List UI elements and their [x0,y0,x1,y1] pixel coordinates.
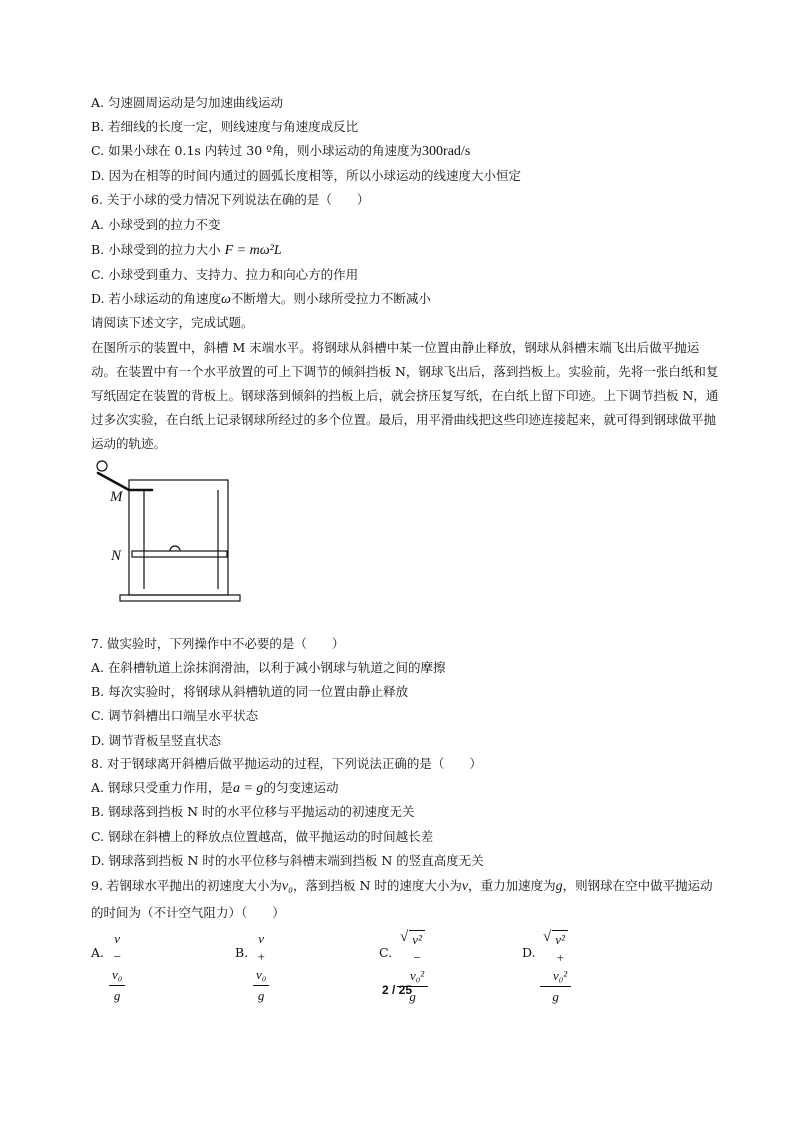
baffle-n [132,551,227,557]
radicand: v² + v₀² [553,932,568,983]
fraction-denominator: g [113,988,121,1003]
q9-v0: v₀ [281,879,293,894]
q6-option-a: A. 小球受到的拉力不变 [91,217,221,232]
q8-option-d: D. 钢球落到挡板 N 时的水平位移与斜槽末端到挡板 N 的竖直高度无关 [91,853,484,868]
chute-m [98,473,129,490]
q9-stem-continued: 的时间为（不计空气阻力）（ ） [91,905,285,920]
q5-option-c-text: C. 如果小球在 0.1s 内转过 30 º角，则小球运动的角速度为 [91,143,423,158]
page-number: 2 / 25 [381,983,413,997]
fraction-denominator: g [257,988,265,1003]
q5-option-d: D. 因为在相等的时间内通过的圆弧长度相等，所以小球运动的线速度大小恒定 [91,168,522,183]
q5-option-a: A. 匀速圆周运动是匀加速曲线运动 [91,95,283,110]
q9-option-c-label: C. [379,945,393,960]
sqrt-symbol [400,930,425,985]
q8-option-a-text: A. 钢球只受重力作用，是 [91,780,233,795]
q5-option-c-value: 300rad/s [422,144,471,159]
q9-option-b-label: B. [235,945,249,960]
q9-option-a-label: A. [91,945,105,960]
q9-stem [91,878,713,895]
ball-mark [170,546,180,551]
q6-option-d-text: D. 若小球运动的角速度 [91,291,222,306]
q8-option-b: B. 钢球落到挡板 N 时的水平位移与平抛运动的初速度无关 [91,804,415,819]
q8-stem: 8. 对于钢球离开斜槽后做平抛运动的过程，下列说法正确的是（ ） [91,756,482,771]
sqrt-symbol [543,930,568,985]
q9-stem-text-4: ，则钢球在空中做平抛运动 [562,878,713,893]
q6-option-b-formula: F = mω²L [224,243,282,258]
q9-stem-text-3: ，重力加速度为 [468,878,556,893]
base [120,595,240,601]
passage-line: 在图所示的装置中，斜槽 M 末端水平。将钢球从斜槽中某一位置由静止释放，钢球从斜槽末端飞出后做平抛运 [91,340,700,355]
q5-option-c [91,143,470,160]
apparatus-diagram [92,459,252,609]
steel-ball [97,461,107,471]
q9-stem-text: 9. 若钢球水平抛出的初速度大小为 [91,878,282,893]
q6-option-c: C. 小球受到重力、支持力、拉力和向心方的作用 [91,267,359,282]
q6-option-d-text-2: 不断增大。则小球所受拉力不断减小 [230,291,431,306]
q6-stem: 6. 关于小球的受力情况下列说法在确的是（ ） [91,192,370,207]
q8-option-a [91,780,338,797]
radical-sign: √ [400,929,409,945]
radicand: v² − v₀² [410,932,425,983]
q8-option-a-text-2: 的匀变速运动 [263,780,339,795]
q5-option-b: B. 若细线的长度一定，则线速度与角速度成反比 [91,119,359,134]
radical-sign: √ [543,929,552,945]
passage-line: 写纸固定在装置的背板上。钢球落到倾斜的挡板上后，就会挤压复写纸，在白纸上留下印迹。上下调节挡板 N，通 [91,388,719,403]
q9-stem-text-2: ，落到挡板 N 时的速度大小为 [293,878,462,893]
fraction-denominator: g [409,989,416,1004]
q7-option-a: A. 在斜槽轨道上涂抹润滑油，以利于减小钢球与轨道之间的摩擦 [91,660,446,675]
q6-option-b-text: B. 小球受到的拉力大小 [91,242,221,257]
q6-option-d-symbol: ω [221,292,231,307]
q8-option-c: C. 钢球在斜槽上的释放点位置越高，做平抛运动的时间越长差 [91,829,434,844]
fraction-numerator: v + v₀ [256,931,267,982]
q7-option-c: C. 调节斜槽出口端呈水平状态 [91,708,259,723]
q7-option-b: B. 每次实验时，将钢球从斜槽轨道的同一位置由静止释放 [91,684,409,699]
passage-line: 动。在装置中有一个水平放置的可上下调节的倾斜挡板 N，钢球飞出后，落到挡板上。实验前，先将一张白纸和复 [91,364,719,379]
label-n: N [111,548,122,564]
q9-option-d-label: D. [522,945,536,960]
label-m: M [110,489,123,505]
passage-line: 过多次实验，在白纸上记录钢球所经过的多个位置。最后，用平滑曲线把这些印迹连接起来，就可得到钢球做平抛 [91,412,717,427]
q9-v: v [461,879,469,894]
q9-g: g [555,879,563,894]
q8-option-a-formula: a = g [232,781,264,796]
q6-option-b [91,242,282,259]
fraction-numerator: v − v₀ [112,931,123,982]
passage-line: 运动的轨迹。 [91,436,167,451]
fraction-denominator: g [552,989,559,1004]
q7-option-d: D. 调节背板呈竖直状态 [91,733,222,748]
q6-option-d [91,291,431,308]
q7-stem: 7. 做实验时，下列操作中不必要的是（ ） [91,636,345,651]
passage-intro: 请阅读下述文字，完成试题。 [91,315,254,330]
fraction-numerator [397,930,428,985]
fraction-numerator [540,930,571,985]
